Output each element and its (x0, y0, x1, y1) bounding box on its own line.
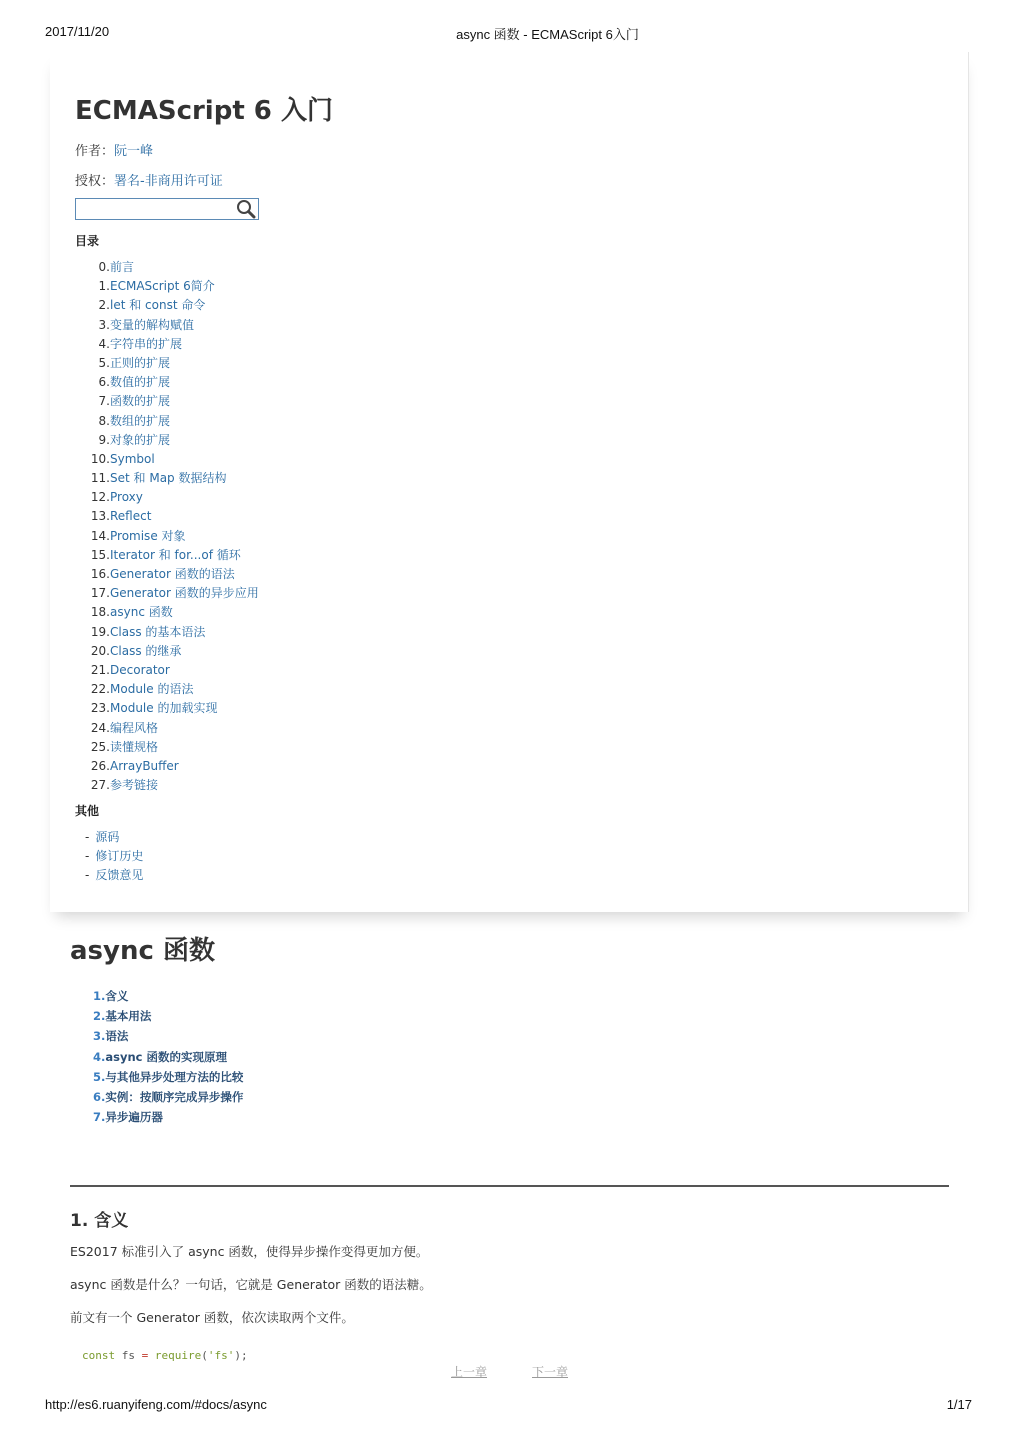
toc-item[interactable] (90, 527, 259, 546)
toc-item-link[interactable]: ECMAScript 6简介 (110, 279, 215, 294)
toc-item-link[interactable]: Class 的继承 (110, 643, 182, 658)
chapter-toc-number: 6. (93, 1089, 106, 1104)
toc-item-number: 18. (90, 605, 110, 620)
chapter-toc-item[interactable] (93, 986, 243, 1006)
toc-item-number: 0. (98, 260, 110, 274)
toc-item-number: 26. (90, 758, 110, 773)
chapter-toc-link[interactable]: async 函数的实现原理 (105, 1049, 227, 1064)
toc-item-link[interactable]: Proxy (110, 490, 143, 505)
paragraph: ES2017 标准引入了 async 函数，使得异步操作变得更加方便。 (70, 1244, 429, 1259)
toc-list (90, 258, 259, 795)
next-chapter-button[interactable]: 下一章 (532, 1365, 569, 1379)
toc-item[interactable] (90, 373, 259, 392)
other-item[interactable] (85, 847, 143, 866)
toc-item[interactable] (90, 776, 259, 795)
toc-item-number: 5. (98, 355, 110, 370)
chapter-toc-link[interactable]: 异步遍历器 (105, 1110, 163, 1125)
toc-item-number: 12. (90, 490, 110, 505)
search-box (75, 198, 259, 220)
toc-item-link[interactable]: 前言 (110, 260, 135, 274)
toc-item-link[interactable]: Generator 函数的语法 (110, 567, 235, 581)
toc-item-link[interactable]: 数组的扩展 (110, 413, 171, 428)
print-footer (0, 1397, 1018, 1417)
toc-item[interactable] (90, 623, 259, 642)
toc-item-link[interactable]: 编程风格 (110, 720, 159, 735)
print-header (0, 24, 1018, 44)
license-line (75, 170, 223, 189)
toc-item-link[interactable]: Decorator (110, 662, 170, 677)
toc-item-number: 8. (98, 413, 110, 428)
chapter-toc-item[interactable] (93, 1006, 243, 1026)
chapter-toc-link[interactable]: 与其他异步处理方法的比较 (105, 1069, 244, 1084)
list-dash: - (85, 849, 90, 863)
code-paren: ); (234, 1349, 248, 1362)
toc-item[interactable] (90, 603, 259, 622)
toc-item-link[interactable]: Set 和 Map 数据结构 (110, 471, 227, 486)
toc-item-number: 3. (98, 317, 110, 332)
code-operator: = (141, 1349, 149, 1362)
toc-item[interactable] (90, 699, 259, 718)
toc-item-number: 24. (90, 720, 110, 735)
license-label: 授权： (75, 174, 115, 189)
chapter-toc-number: 4. (93, 1049, 106, 1064)
toc-item[interactable] (90, 719, 259, 738)
toc-item[interactable] (90, 680, 259, 699)
other-heading: 其他 (75, 804, 100, 818)
toc-item-number: 9. (98, 432, 110, 447)
chapter-toc-link[interactable]: 含义 (105, 989, 129, 1003)
section-divider (70, 1185, 949, 1187)
toc-item[interactable] (90, 450, 259, 469)
toc-item-link[interactable]: Promise 对象 (110, 528, 186, 543)
sidebar (50, 52, 969, 912)
search-input[interactable] (76, 200, 234, 220)
code-keyword: const (82, 1349, 116, 1362)
chapter-toc-link[interactable]: 基本用法 (105, 1009, 152, 1024)
toc-item[interactable] (90, 354, 259, 373)
toc-item-link[interactable]: let 和 const 命令 (110, 298, 206, 313)
chapter-toc-number: 5. (93, 1069, 106, 1084)
feedback-link[interactable]: 反馈意见 (95, 868, 144, 882)
chapter-toc-link[interactable]: 语法 (105, 1029, 129, 1044)
toc-item-number: 17. (90, 586, 110, 601)
chapter-toc-item[interactable] (93, 1026, 243, 1046)
toc-heading: 目录 (75, 234, 100, 248)
toc-item-link[interactable]: 对象的扩展 (110, 432, 171, 447)
other-item[interactable] (85, 828, 143, 847)
author-line (75, 140, 153, 159)
chapter-toc-link[interactable]: 实例：按顺序完成异步操作 (105, 1089, 244, 1104)
toc-item[interactable] (90, 488, 259, 507)
toc-item-number: 16. (90, 567, 110, 581)
toc-item-number: 22. (90, 682, 110, 697)
toc-item-link[interactable]: Module 的语法 (110, 682, 194, 697)
toc-item[interactable] (90, 431, 259, 450)
toc-item-number: 20. (90, 643, 110, 658)
toc-item-link[interactable]: 读懂规格 (110, 739, 159, 754)
toc-item-link[interactable]: 字符串的扩展 (110, 336, 183, 351)
paragraph: 前文有一个 Generator 函数，依次读取两个文件。 (70, 1310, 354, 1325)
toc-item-number: 4. (98, 336, 110, 351)
other-list (85, 828, 143, 885)
toc-item[interactable] (90, 757, 259, 776)
toc-item-number: 7. (98, 394, 110, 409)
toc-item-number: 11. (90, 471, 110, 486)
chapter-toc-number: 3. (93, 1029, 106, 1044)
chapter-toc-item[interactable] (93, 1047, 243, 1067)
print-page-number: 1/17 (946, 1397, 972, 1412)
toc-item-link[interactable]: Generator 函数的异步应用 (110, 586, 259, 601)
chapter-toc-number: 2. (93, 1009, 106, 1024)
toc-item-number: 19. (90, 624, 110, 639)
toc-item[interactable] (90, 258, 259, 277)
source-link[interactable]: 源码 (95, 830, 120, 844)
toc-item-number: 23. (90, 701, 110, 716)
toc-item-number: 1. (98, 279, 110, 294)
toc-item-number: 13. (90, 509, 110, 524)
toc-item-link[interactable]: Class 的基本语法 (110, 624, 206, 639)
toc-item-number: 14. (90, 528, 110, 543)
toc-item-number: 25. (90, 739, 110, 754)
list-dash: - (85, 830, 90, 844)
print-page-title: async 函数 - ECMAScript 6入门 (456, 27, 639, 42)
toc-item[interactable] (90, 507, 259, 526)
code-string: 'fs' (207, 1349, 235, 1362)
code-paren: ( (201, 1349, 208, 1362)
author-link[interactable]: 阮一峰 (114, 144, 154, 159)
toc-item-link[interactable]: 函数的扩展 (110, 394, 171, 409)
toc-item-link[interactable]: 变量的解构赋值 (110, 317, 195, 332)
print-url: http://es6.ruanyifeng.com/#docs/async (45, 1397, 267, 1412)
toc-item[interactable] (90, 565, 259, 584)
toc-item-number: 6. (98, 375, 110, 390)
toc-item-link[interactable]: async 函数 (110, 605, 173, 620)
chapter-toc-item[interactable] (93, 1107, 243, 1127)
toc-item[interactable] (90, 296, 259, 315)
toc-item[interactable] (90, 335, 259, 354)
toc-item[interactable] (90, 392, 259, 411)
toc-item[interactable] (90, 412, 259, 431)
toc-item-link[interactable]: 正则的扩展 (110, 355, 171, 370)
list-dash: - (85, 868, 90, 882)
search-icon[interactable] (235, 199, 257, 219)
code-function: require (154, 1349, 202, 1362)
history-link[interactable]: 修订历史 (95, 849, 144, 863)
toc-item-link[interactable]: 参考链接 (110, 778, 159, 793)
toc-item-number: 27. (90, 778, 110, 793)
page-title: async 函数 (70, 936, 215, 966)
chapter-toc-item[interactable] (93, 1087, 243, 1107)
print-date: 2017/11/20 (45, 24, 110, 39)
toc-item[interactable] (90, 584, 259, 603)
chapter-toc-number: 7. (93, 1110, 106, 1125)
toc-item[interactable] (90, 642, 259, 661)
toc-item-link[interactable]: Iterator 和 for...of 循环 (110, 547, 241, 562)
paragraph: async 函数是什么？一句话，它就是 Generator 函数的语法糖。 (70, 1277, 432, 1292)
prev-chapter-button[interactable]: 上一章 (451, 1365, 488, 1379)
toc-item-link[interactable]: Symbol (110, 451, 155, 466)
toc-item-link[interactable]: ArrayBuffer (110, 758, 179, 773)
toc-item[interactable] (90, 546, 259, 565)
book-title: ECMAScript 6 入门 (75, 96, 333, 126)
toc-item-link[interactable]: Module 的加载实现 (110, 701, 218, 716)
chapter-toc-number: 1. (93, 989, 106, 1003)
toc-item[interactable] (90, 469, 259, 488)
chapter-toc-item[interactable] (93, 1067, 243, 1087)
author-label: 作者： (75, 144, 115, 159)
code-block (82, 1349, 248, 1362)
toc-item-number: 21. (90, 662, 110, 677)
toc-item[interactable] (90, 277, 259, 296)
toc-item-link[interactable]: Reflect (110, 509, 152, 524)
toc-item-number: 10. (90, 451, 110, 466)
chapter-toc (93, 986, 243, 1127)
toc-item[interactable] (90, 316, 259, 335)
license-link[interactable]: 署名-非商用许可证 (114, 174, 223, 189)
toc-item-link[interactable]: 数值的扩展 (110, 375, 171, 390)
toc-item[interactable] (90, 661, 259, 680)
toc-item[interactable] (90, 738, 259, 757)
toc-item-number: 15. (90, 547, 110, 562)
code-identifier: fs (121, 1349, 135, 1362)
other-item[interactable] (85, 866, 143, 885)
toc-item-number: 2. (98, 298, 110, 313)
section-heading: 1. 含义 (70, 1211, 129, 1231)
